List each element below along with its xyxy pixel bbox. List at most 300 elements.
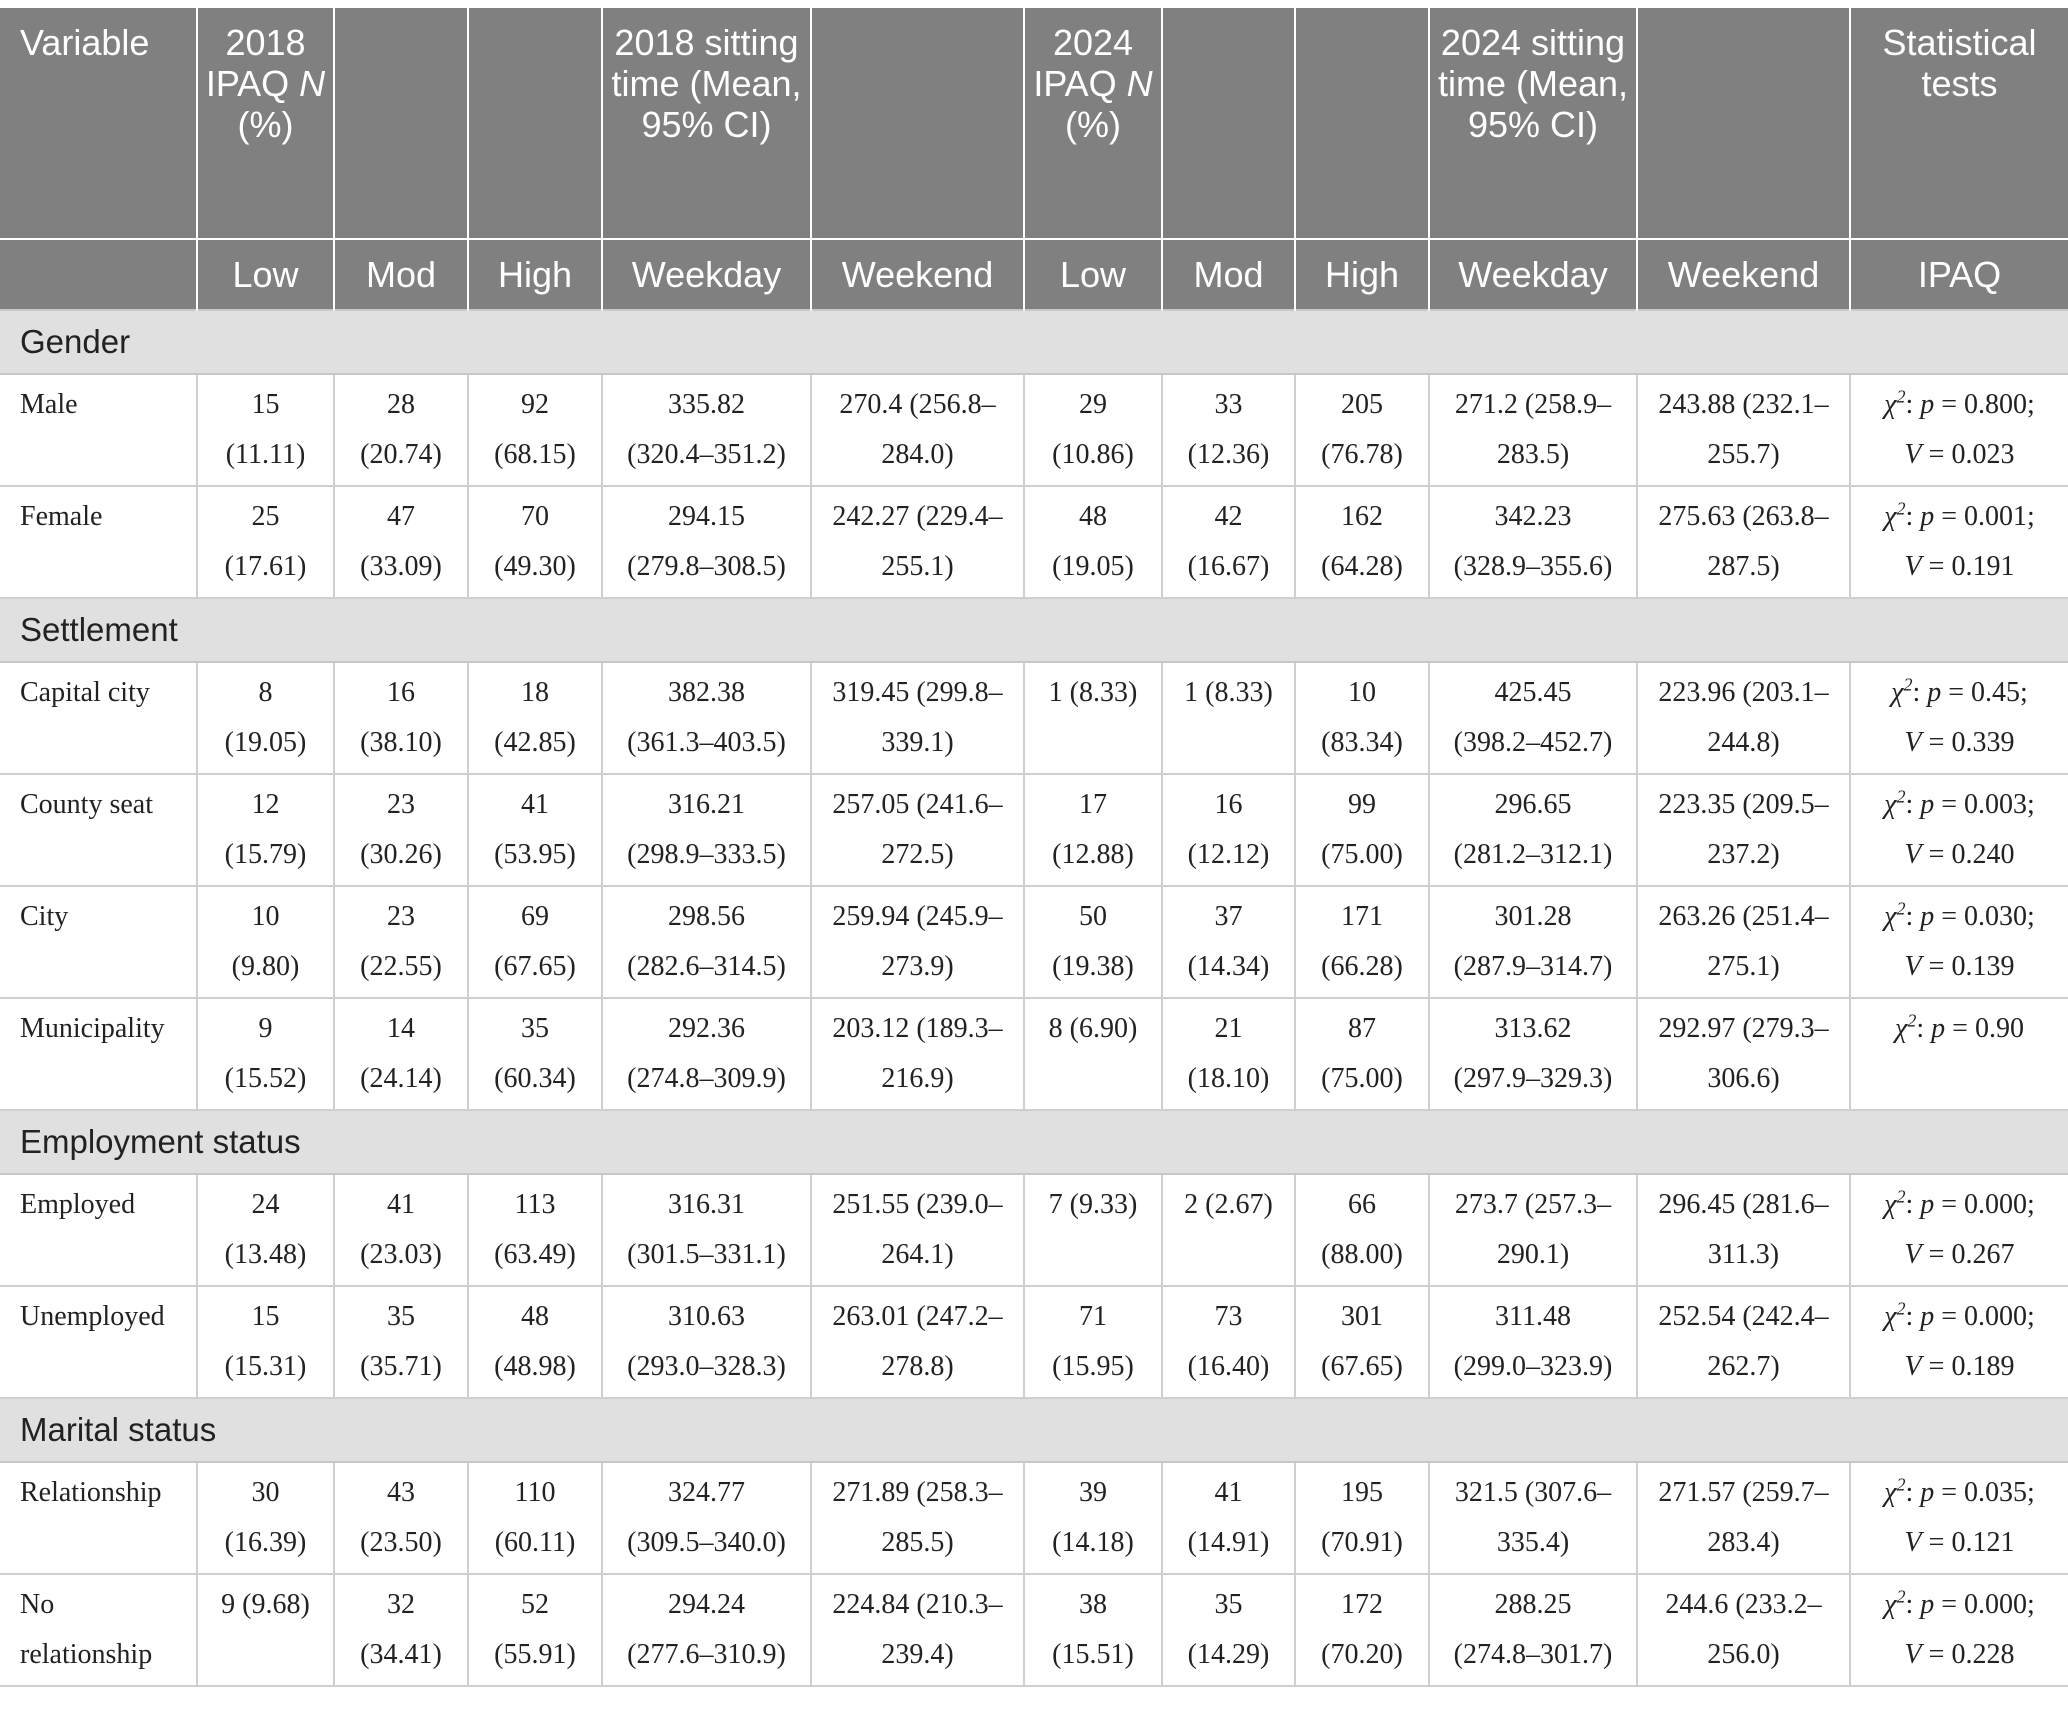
cell-value: 23	[387, 789, 415, 820]
cell-value: 73	[1214, 1301, 1243, 1332]
test-value: $\chi^2$: p = 0.800;	[1884, 386, 2035, 420]
cell-value: 47	[387, 501, 415, 532]
value-cell	[334, 374, 468, 486]
cell-value: 252.54 (242.4–	[1658, 1301, 1829, 1332]
header-empty	[1162, 8, 1295, 239]
cell-value: 224.84 (210.3–	[832, 1589, 1003, 1620]
p-symbol: p	[1920, 1189, 1935, 1220]
cell-value: (309.5–340.0)	[627, 1527, 786, 1558]
cell-value: (68.15)	[494, 439, 576, 470]
value-cell	[811, 886, 1024, 998]
cell-value: 195	[1341, 1477, 1383, 1508]
cell-value: (277.6–310.9)	[627, 1639, 786, 1670]
cell-value: (320.4–351.2)	[627, 439, 786, 470]
variable-cell	[0, 662, 197, 774]
cell-value: (281.2–312.1)	[1453, 839, 1613, 870]
cell-value: 35	[387, 1301, 415, 1332]
subheader-mod: Mod	[334, 239, 468, 310]
cell-value: (19.05)	[224, 727, 307, 758]
value-cell	[468, 1286, 602, 1398]
test-value: $\chi^2$: p = 0.000;	[1884, 1586, 2035, 1620]
cell-value: 48	[521, 1301, 549, 1332]
value-cell	[197, 774, 334, 886]
value-cell	[811, 374, 1024, 486]
value-cell	[197, 374, 334, 486]
variable-cell	[0, 998, 197, 1110]
value-cell	[1637, 998, 1850, 1110]
header-empty	[811, 8, 1024, 239]
header-n-symbol: N	[1126, 63, 1153, 104]
value-cell	[1429, 886, 1637, 998]
test-value: V = 0.267	[1904, 1239, 2015, 1270]
cell-value: 223.96 (203.1–	[1658, 677, 1829, 708]
value-cell	[1295, 1286, 1429, 1398]
cell-value: 287.5)	[1707, 551, 1780, 582]
subheader-weekday: Weekday	[602, 239, 811, 310]
value-cell	[1295, 998, 1429, 1110]
cell-value: (398.2–452.7)	[1453, 727, 1613, 758]
header-2024-sitting: 2024 sitting time (Mean, 95% CI)	[1429, 8, 1637, 239]
value-cell	[468, 1174, 602, 1286]
value-cell	[1162, 374, 1295, 486]
variable-label: City	[20, 901, 69, 932]
cell-value: (75.00)	[1321, 1063, 1403, 1094]
cell-value: 264.1)	[881, 1239, 954, 1270]
cell-value: 272.5)	[881, 839, 954, 870]
cell-value: 244.6 (233.2–	[1665, 1589, 1822, 1620]
variable-cell	[0, 1174, 197, 1286]
cell-value: 41	[521, 789, 549, 820]
cell-value: 35	[1214, 1589, 1243, 1620]
cell-value: 50	[1079, 901, 1107, 932]
value-cell	[1162, 1574, 1295, 1686]
table-row	[0, 1574, 2068, 1686]
value-cell	[602, 886, 811, 998]
cell-value: 271.57 (259.7–	[1658, 1477, 1829, 1508]
value-cell	[197, 662, 334, 774]
header-empty	[1637, 8, 1850, 239]
cell-value: (16.67)	[1187, 551, 1270, 582]
value-cell	[1429, 998, 1637, 1110]
value-cell	[1024, 662, 1162, 774]
value-cell	[1162, 998, 1295, 1110]
cell-value: (20.74)	[360, 439, 442, 470]
cell-value: 69	[521, 901, 549, 932]
value-cell	[602, 486, 811, 598]
value-cell	[811, 1462, 1024, 1574]
cell-value: 16	[387, 677, 415, 708]
value-cell	[1295, 374, 1429, 486]
cell-value: 243.88 (232.1–	[1658, 389, 1829, 420]
header-2018-sitting: 2018 sitting time (Mean, 95% CI)	[602, 8, 811, 239]
cell-value: 273.9)	[881, 951, 954, 982]
cell-value: (53.95)	[494, 839, 576, 870]
cell-value: (67.65)	[1321, 1351, 1403, 1382]
value-cell	[1637, 1286, 1850, 1398]
cell-value: (279.8–308.5)	[627, 551, 786, 582]
cell-value: 25	[251, 501, 280, 532]
value-cell	[1162, 486, 1295, 598]
cell-value: (15.31)	[224, 1351, 307, 1382]
subheader-high: High	[1295, 239, 1429, 310]
variable-label: relationship	[20, 1639, 153, 1670]
cell-value: 284.0)	[881, 439, 954, 470]
test-value: V = 0.191	[1904, 551, 2015, 582]
value-cell	[811, 662, 1024, 774]
cell-value: 301.28	[1494, 901, 1572, 932]
cell-value: 319.45 (299.8–	[832, 677, 1003, 708]
cell-value: (60.34)	[494, 1063, 576, 1094]
cell-value: 41	[1214, 1477, 1243, 1508]
value-cell	[811, 1286, 1024, 1398]
cell-value: 285.5)	[881, 1527, 954, 1558]
cell-value: 270.4 (256.8–	[839, 389, 996, 420]
cell-value: (19.38)	[1052, 951, 1134, 982]
value-cell	[197, 998, 334, 1110]
table-row	[0, 998, 2068, 1110]
subheader-high: High	[468, 239, 602, 310]
cell-value: (70.20)	[1321, 1639, 1403, 1670]
statistical-test-cell	[1850, 886, 2068, 998]
value-cell	[334, 886, 468, 998]
cell-value: 41	[387, 1189, 415, 1220]
cell-value: 256.0)	[1707, 1639, 1780, 1670]
variable-cell	[0, 1286, 197, 1398]
cell-value: (17.61)	[224, 551, 307, 582]
cell-value: (12.88)	[1052, 839, 1134, 870]
cell-value: (14.34)	[1187, 951, 1270, 982]
cell-value: (49.30)	[494, 551, 576, 582]
cell-value: (301.5–331.1)	[627, 1239, 786, 1270]
value-cell	[334, 486, 468, 598]
value-cell	[1024, 1174, 1162, 1286]
v-symbol: V	[1904, 951, 1922, 982]
cell-value: 9	[258, 1013, 273, 1044]
cell-value: (274.8–301.7)	[1453, 1639, 1613, 1670]
value-cell	[1024, 886, 1162, 998]
v-symbol: V	[1904, 1527, 1922, 1558]
value-cell	[1429, 486, 1637, 598]
variable-label: County seat	[20, 789, 153, 820]
cell-value: 8	[258, 677, 273, 708]
cell-value: 290.1)	[1496, 1239, 1570, 1270]
value-cell	[1024, 486, 1162, 598]
cell-value: 171	[1341, 901, 1383, 932]
cell-value: (33.09)	[360, 551, 442, 582]
value-cell	[334, 1174, 468, 1286]
cell-value: 15	[251, 1301, 280, 1332]
cell-value: 324.77	[668, 1477, 745, 1508]
cell-value: (60.11)	[494, 1527, 576, 1558]
value-cell	[811, 1574, 1024, 1686]
cell-value: (42.85)	[494, 727, 576, 758]
statistical-test-cell	[1850, 374, 2068, 486]
cell-value: 223.35 (209.5–	[1658, 789, 1829, 820]
cell-value: 339.1)	[881, 727, 954, 758]
p-symbol: p	[1920, 1589, 1935, 1620]
statistical-test-cell	[1850, 662, 2068, 774]
table-row	[0, 1462, 2068, 1574]
cell-value: 275.1)	[1707, 951, 1780, 982]
p-symbol: p	[1920, 1477, 1935, 1508]
cell-value: 335.82	[668, 389, 745, 420]
cell-value: (16.40)	[1187, 1351, 1270, 1382]
cell-value: 257.05 (241.6–	[832, 789, 1003, 820]
value-cell	[1637, 1174, 1850, 1286]
header-row-groups	[0, 8, 2068, 239]
value-cell	[468, 774, 602, 886]
subheader-mod: Mod	[1162, 239, 1295, 310]
cell-value: (361.3–403.5)	[627, 727, 786, 758]
cell-value: 298.56	[668, 901, 745, 932]
cell-value: 283.4)	[1707, 1527, 1780, 1558]
value-cell	[1295, 774, 1429, 886]
results-table	[0, 8, 2068, 1687]
value-cell	[1637, 886, 1850, 998]
header-empty	[334, 8, 468, 239]
cell-value: 313.62	[1494, 1013, 1572, 1044]
cell-value: 342.23	[1494, 501, 1572, 532]
cell-value: (15.79)	[224, 839, 307, 870]
cell-value: 92	[521, 389, 549, 420]
variable-label: No	[20, 1589, 55, 1620]
value-cell	[811, 774, 1024, 886]
value-cell	[1637, 1462, 1850, 1574]
variable-label: Employed	[20, 1189, 136, 1220]
value-cell	[468, 662, 602, 774]
header-variable: Variable	[0, 8, 197, 239]
cell-value: 296.45 (281.6–	[1658, 1189, 1829, 1220]
cell-value: 48	[1079, 501, 1107, 532]
v-symbol: V	[1904, 727, 1922, 758]
cell-value: (19.05)	[1052, 551, 1134, 582]
value-cell	[1162, 1462, 1295, 1574]
cell-value: 294.24	[668, 1589, 745, 1620]
table-row	[0, 662, 2068, 774]
cell-value: (24.14)	[360, 1063, 442, 1094]
cell-value: 425.45	[1494, 677, 1572, 708]
cell-value: 37	[1214, 901, 1243, 932]
cell-value: (23.50)	[360, 1527, 442, 1558]
variable-label: Unemployed	[20, 1301, 165, 1332]
chi-square-symbol: $\chi^2$	[1891, 674, 1913, 708]
value-cell	[1295, 1574, 1429, 1686]
cell-value: 244.8)	[1707, 727, 1780, 758]
cell-value: 12	[251, 789, 280, 820]
test-value: V = 0.023	[1904, 439, 2015, 470]
chi-square-symbol: $\chi^2$	[1884, 1298, 1906, 1332]
value-cell	[1024, 998, 1162, 1110]
cell-value: 32	[387, 1589, 415, 1620]
cell-value: 283.5)	[1496, 439, 1570, 470]
variable-cell	[0, 774, 197, 886]
statistical-test-cell	[1850, 774, 2068, 886]
table-row	[0, 1286, 2068, 1398]
chi-square-symbol: $\chi^2$	[1895, 1010, 1917, 1044]
v-symbol: V	[1904, 551, 1922, 582]
cell-value: (88.00)	[1321, 1239, 1403, 1270]
value-cell	[811, 998, 1024, 1110]
table-row	[0, 886, 2068, 998]
cell-value: 382.38	[668, 677, 745, 708]
test-value: $\chi^2$: p = 0.90	[1895, 1010, 2024, 1044]
cell-value: 7 (9.33)	[1048, 1189, 1138, 1220]
cell-value: 113	[514, 1189, 556, 1220]
test-value: V = 0.139	[1904, 951, 2015, 982]
value-cell	[1024, 374, 1162, 486]
subheader-weekday: Weekday	[1429, 239, 1637, 310]
cell-value: (83.34)	[1321, 727, 1403, 758]
statistical-test-cell	[1850, 1462, 2068, 1574]
cell-value: 38	[1079, 1589, 1107, 1620]
value-cell	[334, 1574, 468, 1686]
cell-value: 259.94 (245.9–	[832, 901, 1003, 932]
cell-value: 66	[1348, 1189, 1376, 1220]
cell-value: (48.98)	[494, 1351, 576, 1382]
cell-value: 296.65	[1494, 789, 1572, 820]
p-symbol: p	[1920, 389, 1935, 420]
cell-value: (328.9–355.6)	[1453, 551, 1613, 582]
cell-value: 39	[1079, 1477, 1107, 1508]
cell-value: 237.2)	[1707, 839, 1780, 870]
test-value: $\chi^2$: p = 0.003;	[1884, 786, 2035, 820]
cell-value: 9 (9.68)	[221, 1589, 310, 1620]
chi-square-symbol: $\chi^2$	[1884, 498, 1906, 532]
value-cell	[1162, 1174, 1295, 1286]
cell-value: (287.9–314.7)	[1453, 951, 1613, 982]
cell-value: 30	[251, 1477, 280, 1508]
value-cell	[468, 486, 602, 598]
value-cell	[811, 1174, 1024, 1286]
subheader-empty	[0, 239, 197, 310]
value-cell	[1162, 774, 1295, 886]
cell-value: (293.0–328.3)	[627, 1351, 786, 1382]
value-cell	[602, 374, 811, 486]
value-cell	[1429, 1286, 1637, 1398]
value-cell	[1637, 662, 1850, 774]
variable-label: Male	[20, 389, 78, 420]
cell-value: (34.41)	[360, 1639, 442, 1670]
value-cell	[602, 662, 811, 774]
value-cell	[1429, 662, 1637, 774]
chi-square-symbol: $\chi^2$	[1884, 898, 1906, 932]
value-cell	[1024, 1286, 1162, 1398]
header-row-subcolumns	[0, 239, 2068, 310]
cell-value: (22.55)	[360, 951, 442, 982]
cell-value: (9.80)	[231, 951, 300, 982]
cell-value: (14.29)	[1187, 1639, 1270, 1670]
subheader-ipaq: IPAQ	[1850, 239, 2068, 310]
cell-value: 255.7)	[1707, 439, 1780, 470]
value-cell	[1162, 662, 1295, 774]
value-cell	[602, 1286, 811, 1398]
test-value: V = 0.339	[1904, 727, 2015, 758]
cell-value: 172	[1341, 1589, 1383, 1620]
table-body	[0, 310, 2068, 1686]
section-row	[0, 1110, 2068, 1174]
header-n-symbol: N	[299, 63, 326, 104]
value-cell	[197, 1174, 334, 1286]
value-cell	[1024, 1574, 1162, 1686]
cell-value: 24	[251, 1189, 280, 1220]
cell-value: 16	[1214, 789, 1243, 820]
cell-value: 15	[251, 389, 280, 420]
cell-value: (11.11)	[225, 439, 306, 470]
cell-value: 335.4)	[1496, 1527, 1570, 1558]
variable-cell	[0, 1462, 197, 1574]
cell-value: (282.6–314.5)	[627, 951, 786, 982]
value-cell	[468, 374, 602, 486]
value-cell	[468, 886, 602, 998]
value-cell	[1637, 486, 1850, 598]
value-cell	[1295, 886, 1429, 998]
cell-value: 288.25	[1494, 1589, 1572, 1620]
v-symbol: V	[1904, 1639, 1922, 1670]
cell-value: 10	[1348, 677, 1376, 708]
test-value: $\chi^2$: p = 0.035;	[1884, 1474, 2035, 1508]
value-cell	[1637, 774, 1850, 886]
section-title: Settlement	[0, 598, 2068, 662]
cell-value: 28	[387, 389, 415, 420]
value-cell	[1024, 774, 1162, 886]
value-cell	[468, 1462, 602, 1574]
cell-value: (76.78)	[1321, 439, 1403, 470]
cell-value: (15.95)	[1052, 1351, 1134, 1382]
table-row	[0, 774, 2068, 886]
subheader-low: Low	[197, 239, 334, 310]
cell-value: 71	[1079, 1301, 1107, 1332]
value-cell	[197, 1462, 334, 1574]
cell-value: 70	[521, 501, 549, 532]
value-cell	[1429, 1574, 1637, 1686]
value-cell	[334, 774, 468, 886]
subheader-weekend: Weekend	[811, 239, 1024, 310]
cell-value: 42	[1214, 501, 1243, 532]
cell-value: 316.21	[668, 789, 745, 820]
header-empty	[1295, 8, 1429, 239]
value-cell	[1162, 886, 1295, 998]
variable-cell	[0, 486, 197, 598]
p-symbol: p	[1920, 901, 1935, 932]
cell-value: (38.10)	[360, 727, 442, 758]
variable-label: Female	[20, 501, 103, 532]
statistical-test-cell	[1850, 1174, 2068, 1286]
value-cell	[1637, 374, 1850, 486]
value-cell	[1162, 1286, 1295, 1398]
cell-value: (35.71)	[360, 1351, 442, 1382]
test-value: V = 0.228	[1904, 1639, 2015, 1670]
value-cell	[334, 1286, 468, 1398]
v-symbol: V	[1904, 1239, 1922, 1270]
cell-value: (66.28)	[1321, 951, 1403, 982]
cell-value: 310.63	[668, 1301, 745, 1332]
cell-value: 205	[1341, 389, 1383, 420]
cell-value: (14.91)	[1187, 1527, 1270, 1558]
cell-value: (297.9–329.3)	[1453, 1063, 1613, 1094]
cell-value: 17	[1079, 789, 1107, 820]
cell-value: 275.63 (263.8–	[1658, 501, 1829, 532]
cell-value: (12.12)	[1187, 839, 1270, 870]
cell-value: 33	[1214, 389, 1243, 420]
cell-value: 8 (6.90)	[1048, 1013, 1138, 1044]
cell-value: 278.8)	[881, 1351, 954, 1382]
test-value: V = 0.240	[1904, 839, 2015, 870]
cell-value: (12.36)	[1187, 439, 1270, 470]
cell-value: 311.3)	[1707, 1239, 1780, 1270]
cell-value: (13.48)	[224, 1239, 307, 1270]
value-cell	[602, 1574, 811, 1686]
value-cell	[1429, 774, 1637, 886]
